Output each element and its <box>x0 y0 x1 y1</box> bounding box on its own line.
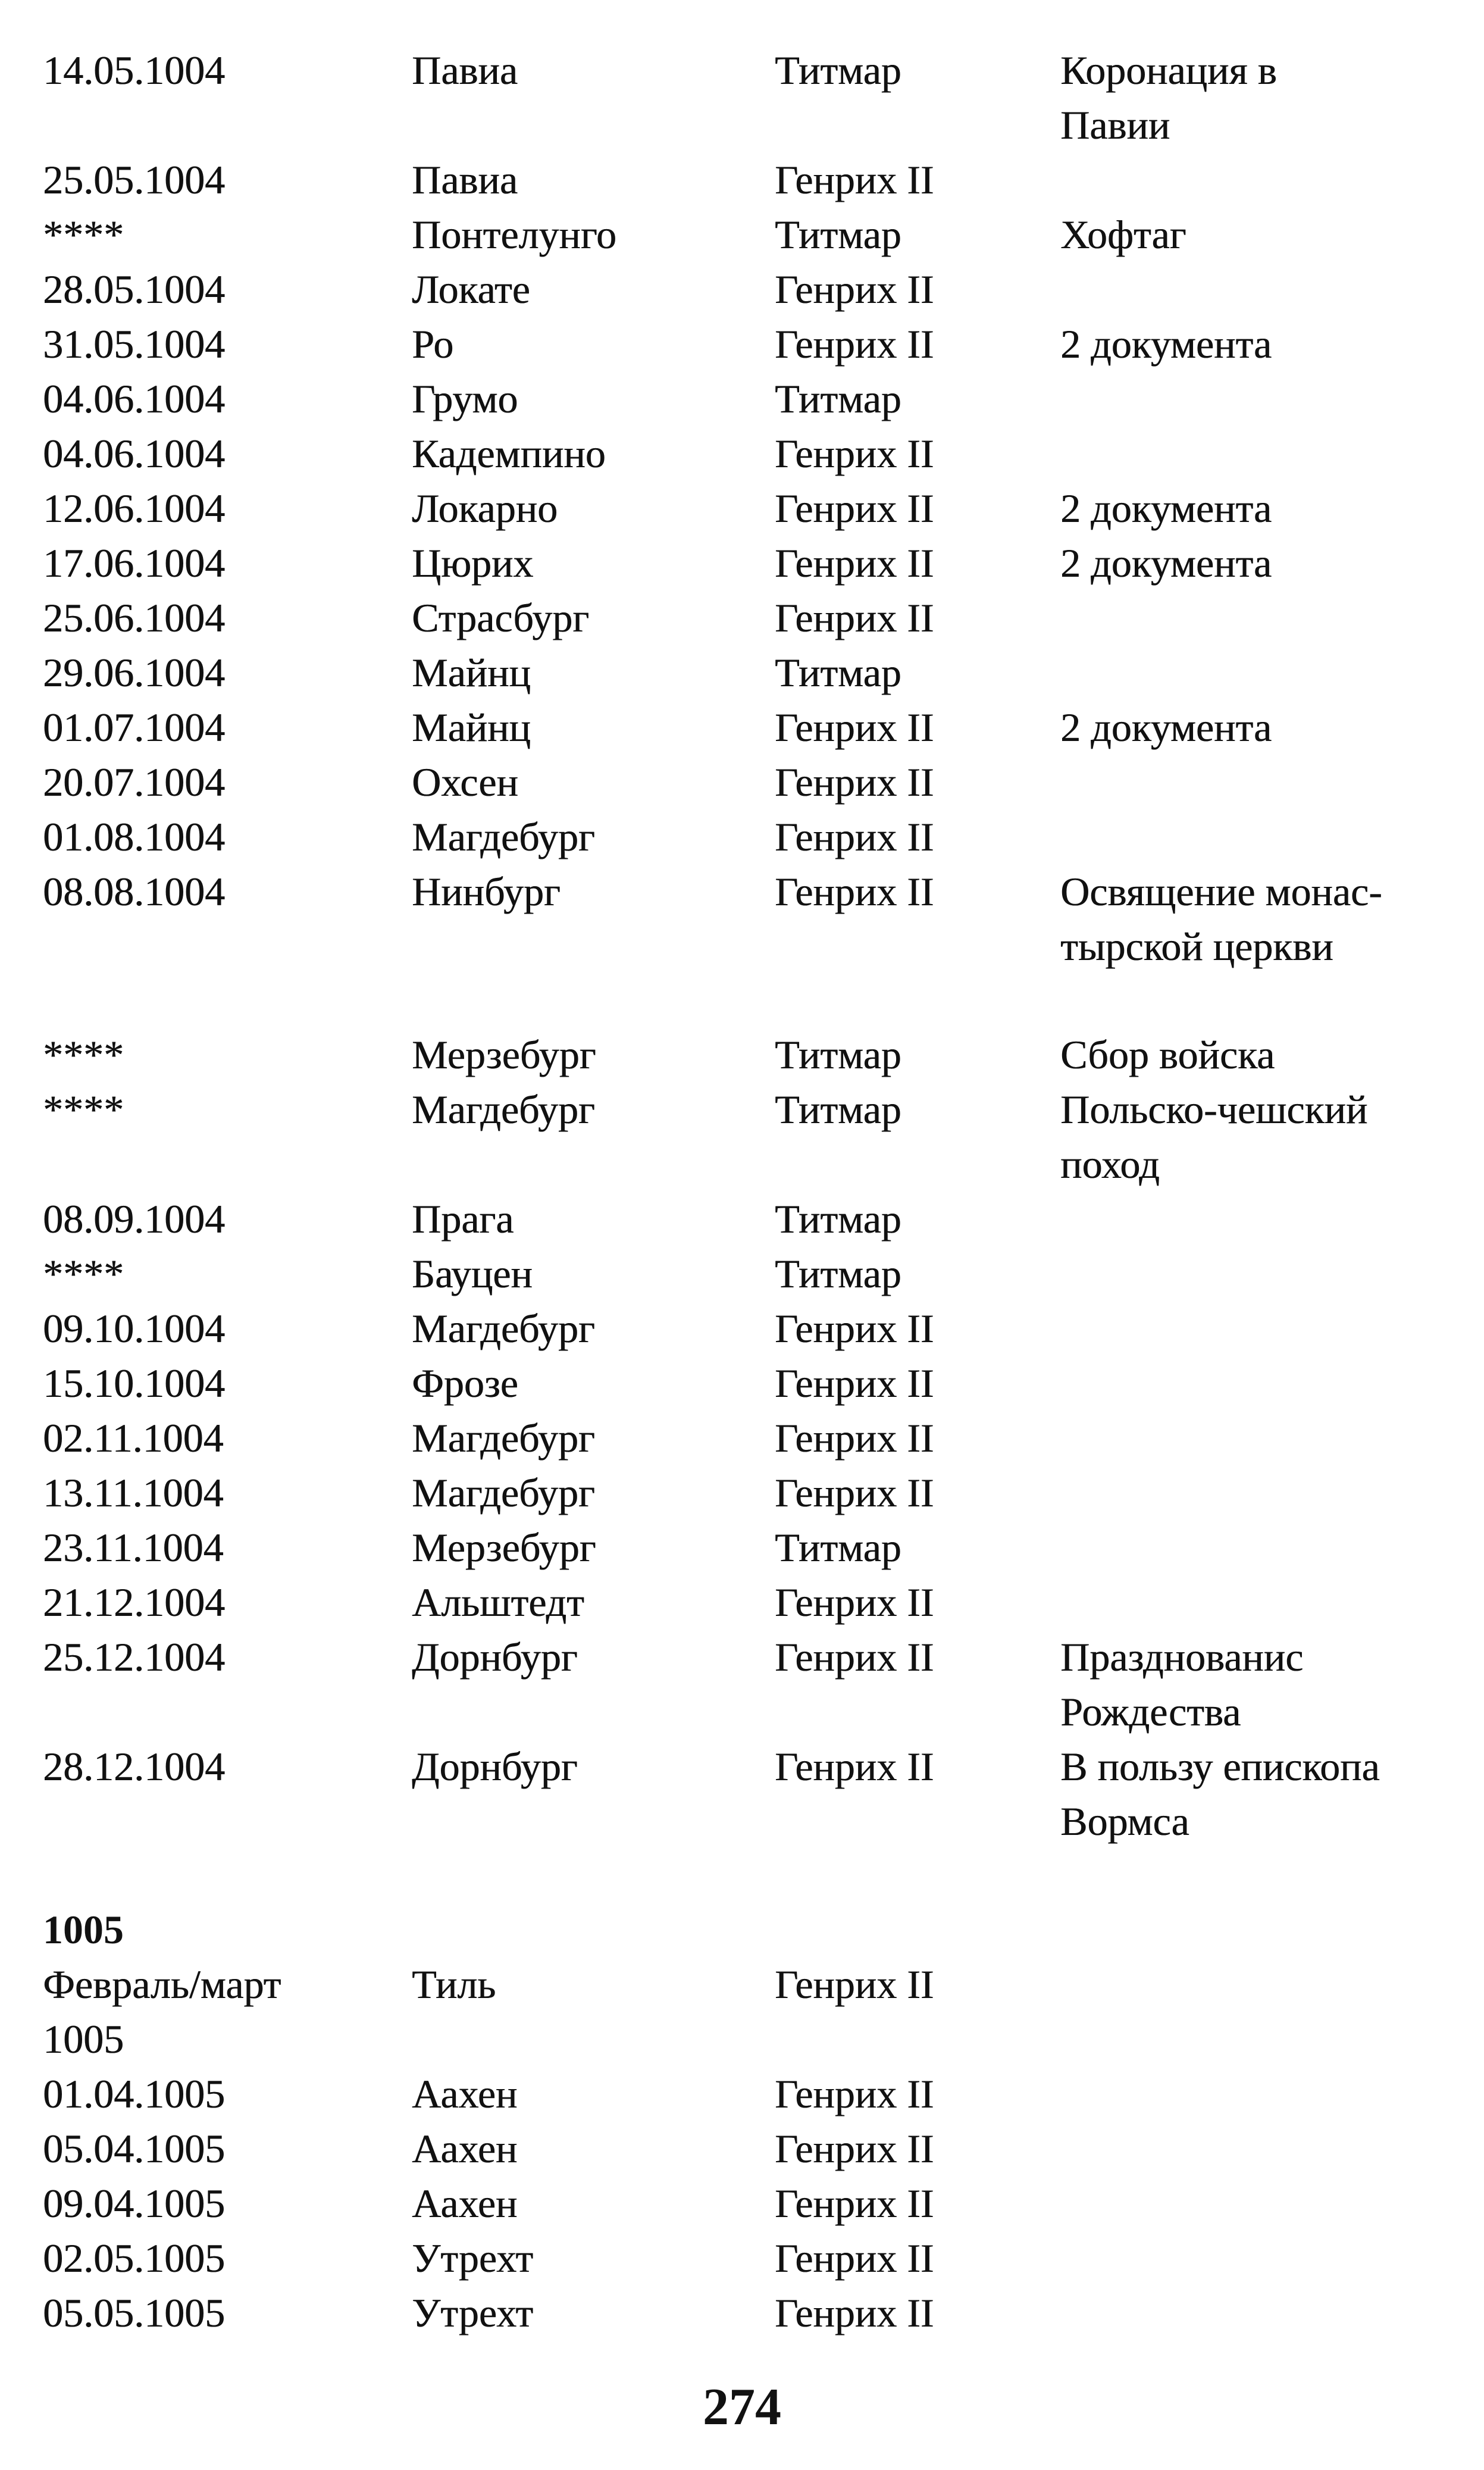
row-place: Павиа <box>412 48 518 93</box>
row-source: Титмар <box>775 1525 901 1570</box>
row-source: Титмар <box>775 1087 901 1132</box>
row-note <box>1060 1411 1453 1465</box>
row-place: Утрехт <box>412 2235 533 2281</box>
row-place: Грумо <box>412 376 518 421</box>
page-number: 274 <box>703 2378 781 2436</box>
row-date: 12.06.1004 <box>43 486 225 531</box>
row-date: 14.05.1004 <box>43 48 225 93</box>
row-note <box>1060 426 1453 481</box>
row-place: Нинбург <box>412 869 561 914</box>
itinerary-row <box>43 1192 1453 1246</box>
itinerary-row <box>43 1246 1453 1301</box>
row-note: Освящение монас- тырской церкви <box>1060 869 1382 969</box>
row-source: Титмар <box>775 650 901 695</box>
itinerary-row <box>43 317 1453 371</box>
row-date: 25.12.1004 <box>43 1634 225 1680</box>
row-note: Празднованис Рождества <box>1060 1634 1304 1734</box>
itinerary-row <box>43 755 1453 809</box>
row-place: Утрехт <box>412 2290 533 2335</box>
row-date: 21.12.1004 <box>43 1580 225 1625</box>
row-date: 08.09.1004 <box>43 1196 225 1242</box>
row-note <box>1060 590 1453 645</box>
row-note <box>1060 2066 1453 2121</box>
row-date: 02.11.1004 <box>43 1415 224 1461</box>
row-place: Майнц <box>412 705 531 750</box>
itinerary-1005-section <box>43 1957 1453 2340</box>
row-date: 20.07.1004 <box>43 759 225 805</box>
row-note <box>1060 371 1453 426</box>
row-note <box>1060 1520 1453 1575</box>
row-note: 2 документа <box>1060 321 1272 367</box>
row-place: Понтелунго <box>412 212 616 257</box>
itinerary-row <box>43 809 1453 864</box>
row-place: Страсбург <box>412 595 590 640</box>
row-source: Титмар <box>775 1251 901 1296</box>
row-note <box>1060 1575 1453 1630</box>
itinerary-row <box>43 262 1453 317</box>
row-source: Генрих II <box>775 2181 934 2226</box>
row-place: Кадемпино <box>412 431 606 476</box>
row-note: 2 документа <box>1060 486 1272 531</box>
row-date: 08.08.1004 <box>43 869 225 914</box>
row-source: Генрих II <box>775 1744 934 1789</box>
row-date: 17.06.1004 <box>43 540 225 586</box>
row-note <box>1060 2176 1453 2231</box>
itinerary-row <box>43 481 1453 536</box>
row-date: 23.11.1004 <box>43 1525 224 1570</box>
row-note <box>1060 2285 1453 2340</box>
itinerary-row <box>43 152 1453 207</box>
row-place: Магдебург <box>412 1470 595 1515</box>
itinerary-row <box>43 2231 1453 2285</box>
row-source: Генрих II <box>775 595 934 640</box>
itinerary-row <box>43 2121 1453 2176</box>
itinerary-row <box>43 1520 1453 1575</box>
itinerary-row <box>43 371 1453 426</box>
row-date: 09.10.1004 <box>43 1306 225 1351</box>
row-source: Генрих II <box>775 759 934 805</box>
row-note: Сбор войска <box>1060 1032 1275 1077</box>
row-source: Титмар <box>775 212 901 257</box>
row-place: Бауцен <box>412 1251 533 1296</box>
row-note: Коронация в Павии <box>1060 48 1277 148</box>
itinerary-row <box>43 2176 1453 2231</box>
row-source: Генрих II <box>775 1580 934 1625</box>
row-date: 29.06.1004 <box>43 650 225 695</box>
row-source: Генрих II <box>775 1470 934 1515</box>
row-note <box>1060 1192 1453 1246</box>
row-date: 13.11.1004 <box>43 1470 224 1515</box>
itinerary-row <box>43 207 1453 262</box>
row-note <box>1060 152 1453 207</box>
row-note: Хофтаг <box>1060 212 1186 257</box>
row-source: Генрих II <box>775 1361 934 1406</box>
row-date: 05.05.1005 <box>43 2290 225 2335</box>
itinerary-row <box>43 1356 1453 1411</box>
row-date: 25.05.1004 <box>43 157 225 202</box>
row-note <box>1060 645 1453 700</box>
row-source: Генрих II <box>775 2126 934 2171</box>
itinerary-row <box>43 645 1453 700</box>
itinerary-row <box>43 1411 1453 1465</box>
row-place: Охсен <box>412 759 518 805</box>
row-source: Титмар <box>775 1196 901 1242</box>
row-date: **** <box>43 212 124 257</box>
row-place: Цюрих <box>412 540 534 586</box>
row-date: 01.07.1004 <box>43 705 225 750</box>
itinerary-row <box>43 1739 1453 1849</box>
row-place: Дорнбург <box>412 1634 578 1680</box>
row-note <box>1060 2121 1453 2176</box>
row-source: Генрих II <box>775 431 934 476</box>
row-note <box>1060 1301 1453 1356</box>
row-source: Генрих II <box>775 486 934 531</box>
row-place: Павиа <box>412 157 518 202</box>
row-place: Мерзебург <box>412 1525 596 1570</box>
row-place: Альштедт <box>412 1580 584 1625</box>
row-date: 01.04.1005 <box>43 2071 225 2116</box>
row-date: **** <box>43 1251 124 1296</box>
row-source: Генрих II <box>775 705 934 750</box>
row-source: Титмар <box>775 376 901 421</box>
itinerary-row <box>43 426 1453 481</box>
row-date: **** <box>43 1032 124 1077</box>
row-source: Генрих II <box>775 1962 934 2007</box>
row-place: Ро <box>412 321 454 367</box>
itinerary-1004-section <box>43 43 1453 1849</box>
row-note: 2 документа <box>1060 705 1272 750</box>
row-source: Генрих II <box>775 2290 934 2335</box>
row-place: Аахен <box>412 2126 518 2171</box>
row-place: Прага <box>412 1196 514 1242</box>
row-source: Генрих II <box>775 1415 934 1461</box>
row-place: Магдебург <box>412 1415 595 1461</box>
itinerary-row <box>43 1082 1453 1192</box>
itinerary-row <box>43 2285 1453 2340</box>
itinerary-row <box>43 1957 1453 2066</box>
row-date: 31.05.1004 <box>43 321 225 367</box>
row-date: 28.12.1004 <box>43 1744 225 1789</box>
row-date: 09.04.1005 <box>43 2181 225 2226</box>
itinerary-row <box>43 1465 1453 1520</box>
itinerary-row <box>43 2066 1453 2121</box>
row-note: В пользу епископа Вормса <box>1060 1744 1380 1844</box>
row-place: Магдебург <box>412 1306 595 1351</box>
row-note <box>1060 1465 1453 1520</box>
row-place: Магдебург <box>412 1087 595 1132</box>
row-note <box>1060 809 1453 864</box>
row-source: Генрих II <box>775 540 934 586</box>
itinerary-table <box>43 43 1453 2340</box>
itinerary-row <box>43 1630 1453 1739</box>
itinerary-row <box>43 1301 1453 1356</box>
row-note <box>1060 1957 1453 2066</box>
row-source: Генрих II <box>775 869 934 914</box>
row-date: Февраль/март 1005 <box>43 1962 281 2062</box>
row-place: Фрозе <box>412 1361 518 1406</box>
itinerary-row <box>43 43 1453 152</box>
itinerary-row <box>43 1575 1453 1630</box>
itinerary-row <box>43 536 1453 590</box>
row-place: Аахен <box>412 2181 518 2226</box>
row-source: Титмар <box>775 1032 901 1077</box>
row-date: 25.06.1004 <box>43 595 225 640</box>
itinerary-row <box>43 1027 1453 1082</box>
row-date: 04.06.1004 <box>43 431 225 476</box>
itinerary-row <box>43 700 1453 755</box>
row-place: Аахен <box>412 2071 518 2116</box>
row-date: **** <box>43 1087 124 1132</box>
row-date: 02.05.1005 <box>43 2235 225 2281</box>
row-source: Титмар <box>775 48 901 93</box>
row-note <box>1060 1246 1453 1301</box>
row-note: Польско-чешский поход <box>1060 1087 1368 1187</box>
row-note: 2 документа <box>1060 540 1272 586</box>
year-heading-1005: 1005 <box>43 1907 124 1952</box>
row-source: Генрих II <box>775 2071 934 2116</box>
row-place: Локате <box>412 267 530 312</box>
row-note <box>1060 2231 1453 2285</box>
itinerary-row <box>43 864 1453 974</box>
row-source: Генрих II <box>775 1634 934 1680</box>
row-note <box>1060 262 1453 317</box>
row-date: 28.05.1004 <box>43 267 225 312</box>
row-place: Тиль <box>412 1962 496 2007</box>
row-source: Генрих II <box>775 1306 934 1351</box>
row-place: Локарно <box>412 486 558 531</box>
row-place: Майнц <box>412 650 531 695</box>
row-source: Генрих II <box>775 157 934 202</box>
row-source: Генрих II <box>775 814 934 859</box>
row-date: 01.08.1004 <box>43 814 225 859</box>
row-date: 04.06.1004 <box>43 376 225 421</box>
row-note <box>1060 755 1453 809</box>
row-source: Генрих II <box>775 267 934 312</box>
row-date: 15.10.1004 <box>43 1361 225 1406</box>
row-source: Генрих II <box>775 2235 934 2281</box>
row-source: Генрих II <box>775 321 934 367</box>
row-place: Магдебург <box>412 814 595 859</box>
row-place: Дорнбург <box>412 1744 578 1789</box>
row-place: Мерзебург <box>412 1032 596 1077</box>
row-note <box>1060 1356 1453 1411</box>
row-date: 05.04.1005 <box>43 2126 225 2171</box>
itinerary-row <box>43 590 1453 645</box>
